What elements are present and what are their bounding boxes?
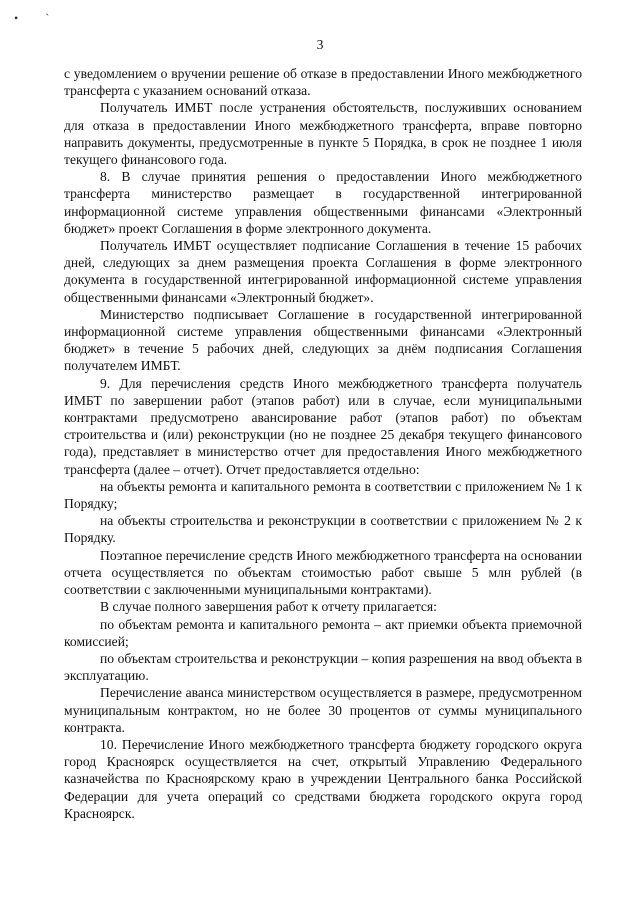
paragraph: по объектам строительства и реконструкции – копия разрешения на ввод объекта в эксплуатацию. [64, 650, 582, 684]
paragraph: Получатель ИМБТ осуществляет подписание Соглашения в течение 15 рабочих дней, следующих за днем размещения проекта Соглашения в форме электронного документа в государственной интегрированной информационной системе управления общественными финансами «Электронный бюджет». [64, 238, 582, 305]
paragraph: Поэтапное перечисление средств Иного межбюджетного трансферта на основании отчета осуществляется по объектам стоимостью работ свыше 5 млн рублей (в соответствии с заключенными муниципальными контрактами). [64, 547, 582, 598]
paragraph: по объектам ремонта и капитального ремонта – акт приемки объекта приемочной комиссией; [64, 616, 582, 649]
paragraph-item-9: 9. Для перечисления средств Иного межбюджетного трансферта получатель ИМБТ по завершении работ (этапов работ) или в случае, если муниципальными контрактами предусмотрено авансирование работ (этапов работ) по объектам строительства и (или) реконструкции (но не позднее 25 декабря текущего финансового года), представляет в министерство отчет для предоставления Иного межбюджетного трансферта (далее – отчет). Отчет предоставляется отдельно: [64, 375, 582, 477]
document-body [64, 65, 582, 822]
paragraph: Получатель ИМБТ после устранения обстоятельств, послуживших основанием для отказа в предоставлении Иного межбюджетного трансферта, вправе повторно направить документы, предусмотренные в пункте 5 Порядка, в срок не позднее 1 июля текущего финансового года. [64, 100, 582, 168]
paragraph-continuation: с уведомлением о вручении решение об отказе в предоставлении Иного межбюджетного трансферта с указанием оснований отказа. [64, 66, 582, 99]
paragraph: В случае полного завершения работ к отчету прилагается: [100, 599, 437, 615]
paragraph: Перечисление аванса министерством осуществляется в размере, предусмотренном муниципальным контрактом, но не более 30 процентов от суммы муниципального контракта. [64, 685, 582, 735]
paragraph-item-8: 8. В случае принятия решения о предоставлении Иного межбюджетного трансферта министерство размещает в государственной интегрированной информационной системе управления общественными финансами «Электронный бюджет» проект Соглашения в форме электронного документа. [64, 169, 582, 236]
paragraph: на объекты строительства и реконструкции в соответствии с приложением № 2 к Порядку. [64, 513, 582, 546]
corner-marks: • ` [14, 11, 62, 25]
paragraph-item-10: 10. Перечисление Иного межбюджетного трансферта бюджету городского округа город Красноярск осуществляется на счет, открытый Управлению Федерального казначейства по Красноярскому краю в учреждении Центрального банка Российской Федерации для учета операций со средствами бюджета городского округа город Красноярск. [64, 736, 582, 821]
paragraph: Министерство подписывает Соглашение в государственной интегрированной информационной системе управления общественными финансами «Электронный бюджет» в течение 5 рабочих дней, следующих за днём подписания Соглашения получателем ИМБТ. [64, 306, 582, 374]
page-number: 3 [316, 37, 324, 52]
paragraph: на объекты ремонта и капитального ремонта в соответствии с приложением № 1 к Порядку; [64, 478, 582, 512]
